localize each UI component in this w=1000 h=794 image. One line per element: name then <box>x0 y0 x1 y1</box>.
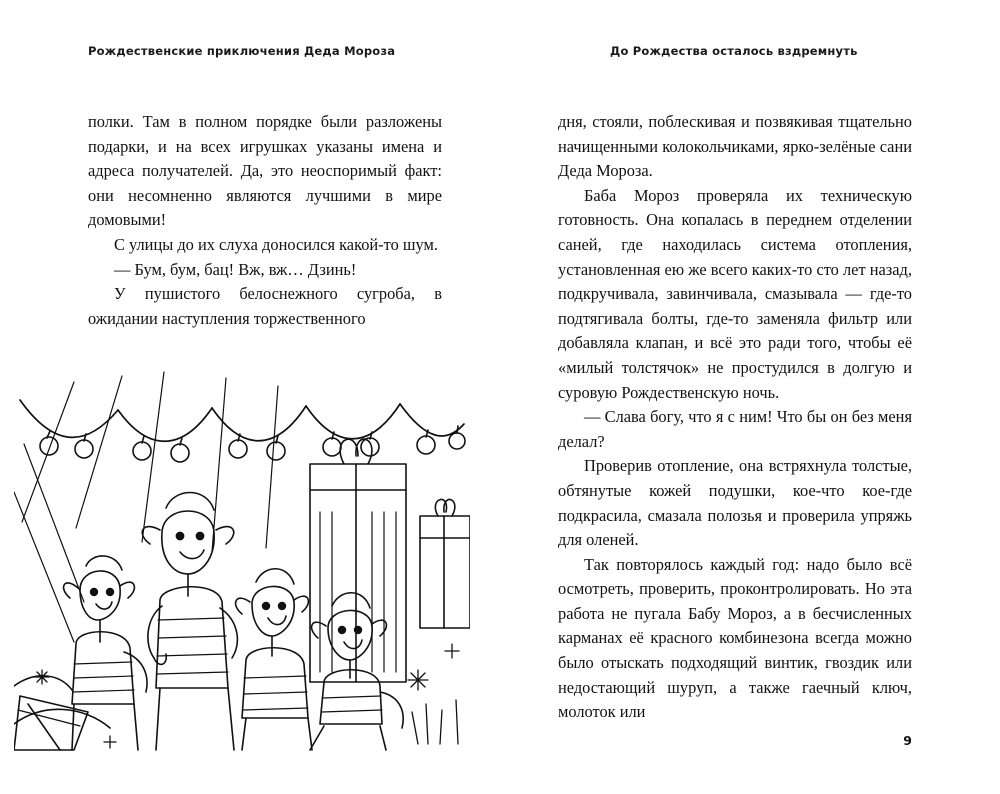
left-body-text <box>88 110 442 331</box>
paragraph: полки. Там в полном порядке были разложены подарки, и на всех игрушках указаны имена и адреса получателей. Да, это неоспоримый факт: они несомненно являются лучшими в мире домовыми! <box>88 112 442 230</box>
left-running-head: Рождественские приключения Деда Мороза <box>88 44 396 58</box>
paragraph: — Бум, бум, бац! Вж, вж… Дзинь! <box>114 259 357 279</box>
paragraph: Проверив отопление, она встряхнула толстые, обтянутые кожей подушки, кое-что кое-где подкрасила, смазала полозья и проверила упряжь для оленей. <box>558 456 912 550</box>
paragraph: У пушистого белоснежного сугроба, в ожидании наступления торжественного <box>88 284 442 328</box>
elves-with-garland-and-presents-illustration <box>14 352 470 752</box>
paragraph: Так повторялось каждый год: надо было всё осмотреть, проверить, проконтролировать. Но эта работа не пугала Бабу Мороз, а в бесчисленных карманах её красного комбинезона всегда можно было отыскать подходящий винтик, гвоздик или недостающий шуруп, а также гаечный ключ, молоток или <box>558 554 912 722</box>
paragraph: — Слава богу, что я с ним! Что бы он без меня делал? <box>558 407 912 451</box>
paragraph: дня, стояли, поблескивая и позвякивая тщательно начищенными колокольчиками, ярко-зелёные сани Деда Мороза. <box>558 112 912 181</box>
right-page <box>500 0 1000 794</box>
paragraph: С улицы до их слуха доносился какой-то шум. <box>114 234 438 254</box>
right-running-head: До Рождества осталось вздремнуть <box>610 44 858 58</box>
page-number: 9 <box>903 733 912 748</box>
paragraph: Баба Мороз проверяла их техническую готовность. Она копалась в переднем отделении саней, где находилась система отопления, установленная ею же всего каких-то сто лет назад, подкручивала, завинчивала, смазывала — где-то подтягивала болты, где-то заменяла фильтр или добавляла клапан, и всё это ради того, чтобы её «милый толстячок» не простудился в долгую и суровую Рождественскую ночь. <box>558 185 912 402</box>
right-body-text <box>558 110 912 725</box>
